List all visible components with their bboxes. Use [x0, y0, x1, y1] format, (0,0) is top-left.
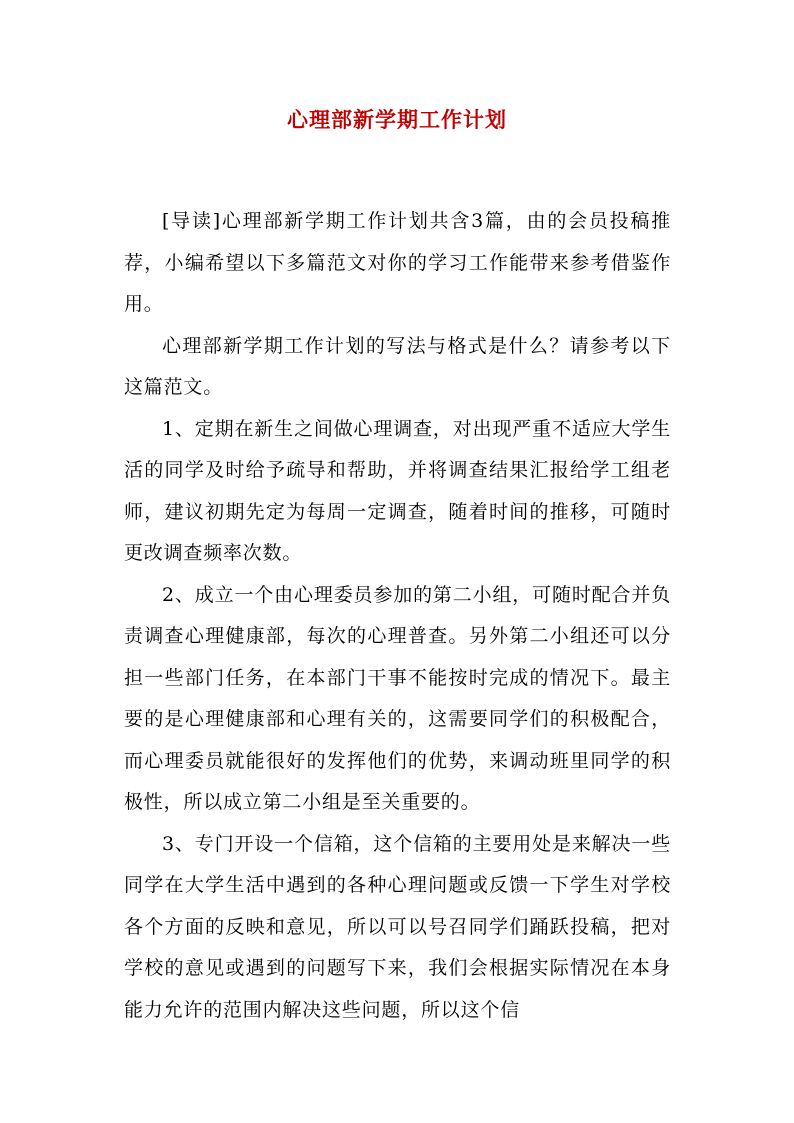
paragraph-intro: [导读]心理部新学期工作计划共含3篇，由的会员投稿推荐，小编希望以下多篇范文对你的学习工作能带来参考借鉴作用。 — [124, 210, 671, 315]
paragraph-question: 心理部新学期工作计划的写法与格式是什么？请参考以下这篇范文。 — [124, 334, 671, 398]
document-body — [124, 201, 671, 1031]
paragraph-item-3: 3、专门开设一个信箱，这个信箱的主要用处是来解决一些同学在大学生活中遇到的各种心理问题或反馈一下学生对学校各个方面的反映和意见，所以可以号召同学们踊跃投稿，把对学校的意见或遇到的问题写下来，我们会根据实际情况在本身能力允许的范围内解决这些问题，所以这个信 — [124, 832, 671, 1021]
document-title: 心理部新学期工作计划 — [287, 107, 507, 132]
paragraph-item-2: 2、成立一个由心理委员参加的第二小组，可随时配合并负责调查心理健康部，每次的心理普查。另外第二小组还可以分担一些部门任务，在本部门干事不能按时完成的情况下。最主要的是心理健康部和心理有关的，这需要同学们的积极配合，而心理委员就能很好的发挥他们的优势，来调动班里同学的积极性，所以成立第二小组是至关重要的。 — [124, 583, 671, 813]
paragraph-item-1: 1、定期在新生之间做心理调查，对出现严重不适应大学生活的同学及时给予疏导和帮助，并将调查结果汇报给学工组老师，建议初期先定为每周一定调查，随着时间的推移，可随时更改调查频率次数。 — [124, 417, 671, 564]
